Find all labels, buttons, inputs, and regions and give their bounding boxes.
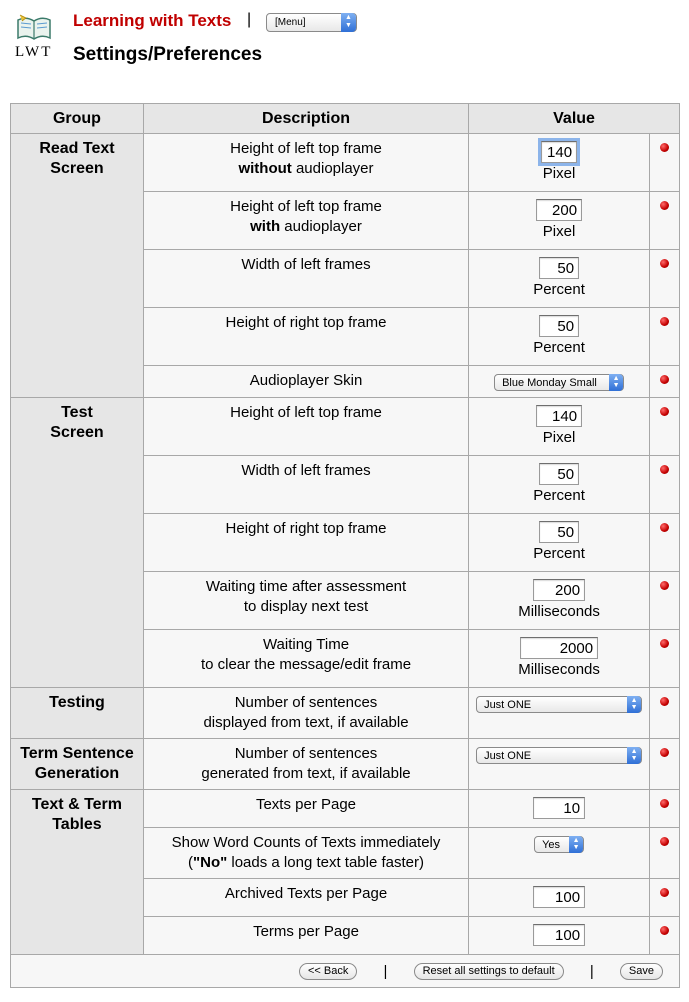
assessment-wait-input[interactable]: 200: [533, 579, 585, 601]
status-cell: [650, 366, 680, 398]
generated-sentences-select[interactable]: Just ONE ▲ ▼: [476, 747, 642, 764]
table-row: [11, 134, 680, 192]
unit-label: Percent: [533, 487, 585, 504]
status-cell: [650, 572, 680, 630]
setting-value: [469, 250, 650, 308]
status-cell: [650, 879, 680, 917]
setting-value: [469, 790, 650, 828]
red-dot-icon: [660, 837, 669, 846]
setting-value: [469, 514, 650, 572]
setting-description: Show Word Counts of Texts immediately ("No" loads a long text table faster): [143, 828, 468, 879]
group-test-screen: Test Screen: [11, 398, 144, 688]
setting-value: [469, 879, 650, 917]
red-dot-icon: [660, 799, 669, 808]
chevron-updown-icon: ▲ ▼: [627, 747, 641, 764]
setting-description: Height of right top frame: [143, 514, 468, 572]
app-title[interactable]: Learning with Texts: [73, 11, 232, 30]
setting-value: [469, 739, 650, 790]
chevron-updown-icon: ▲ ▼: [569, 836, 583, 853]
footer-separator: |: [383, 962, 388, 980]
chevron-updown-icon: ▲ ▼: [627, 696, 641, 713]
red-dot-icon: [660, 317, 669, 326]
setting-value: [469, 134, 650, 192]
unit-label: Percent: [533, 281, 585, 298]
save-button[interactable]: Save: [620, 963, 663, 980]
logo-text: LWT: [15, 44, 53, 60]
table-row: [11, 688, 680, 739]
red-dot-icon: [660, 581, 669, 590]
setting-description: Height of right top frame: [143, 308, 468, 366]
setting-value: [469, 630, 650, 688]
reset-defaults-button[interactable]: Reset all settings to default: [414, 963, 564, 980]
setting-description: Waiting Time to clear the message/edit frame: [143, 630, 468, 688]
status-cell: [650, 630, 680, 688]
footer-row: [11, 955, 680, 988]
unit-label: Pixel: [542, 165, 576, 182]
menu-select[interactable]: [266, 13, 357, 32]
lwt-logo: [10, 12, 60, 62]
chevron-updown-icon: ▲ ▼: [341, 13, 356, 32]
menu-select-value: [Menu]: [275, 17, 306, 28]
red-dot-icon: [660, 748, 669, 757]
group-testing: Testing: [11, 688, 144, 739]
setting-value: [469, 192, 650, 250]
status-cell: [650, 790, 680, 828]
red-dot-icon: [660, 697, 669, 706]
test-left-frame-height-input[interactable]: 140: [536, 405, 582, 427]
left-frame-height-audio-input[interactable]: 200: [536, 199, 582, 221]
setting-value: [469, 828, 650, 879]
page-title: Settings/Preferences: [73, 44, 263, 65]
red-dot-icon: [660, 407, 669, 416]
footer-separator: |: [589, 962, 594, 980]
audioplayer-skin-select[interactable]: Blue Monday Small ▲ ▼: [494, 374, 624, 391]
status-cell: [650, 308, 680, 366]
status-cell: [650, 828, 680, 879]
left-frames-width-input[interactable]: 50: [539, 257, 579, 279]
red-dot-icon: [660, 639, 669, 648]
chevron-updown-icon: ▲ ▼: [609, 374, 623, 391]
red-dot-icon: [660, 259, 669, 268]
setting-value: [469, 366, 650, 398]
table-row: [11, 739, 680, 790]
status-cell: [650, 134, 680, 192]
status-cell: [650, 398, 680, 456]
unit-label: Pixel: [542, 223, 576, 240]
red-dot-icon: [660, 143, 669, 152]
setting-description: Height of left top frame: [143, 398, 468, 456]
table-row: [11, 790, 680, 828]
test-right-frame-height-input[interactable]: 50: [539, 521, 579, 543]
setting-description: Waiting time after assessment to display next test: [143, 572, 468, 630]
unit-label: Percent: [533, 339, 585, 356]
right-frame-height-input[interactable]: 50: [539, 315, 579, 337]
group-read-text-screen: Read Text Screen: [11, 134, 144, 398]
unit-label: Pixel: [542, 429, 576, 446]
setting-description: Audioplayer Skin: [143, 366, 468, 398]
setting-value: [469, 456, 650, 514]
red-dot-icon: [660, 888, 669, 897]
setting-value: [469, 398, 650, 456]
back-button[interactable]: << Back: [299, 963, 357, 980]
word-counts-select[interactable]: Yes ▲ ▼: [534, 836, 584, 853]
setting-description: Number of sentences generated from text, if available: [143, 739, 468, 790]
archived-texts-per-page-input[interactable]: 100: [533, 886, 585, 908]
red-dot-icon: [660, 375, 669, 384]
group-text-term-tables: Text & Term Tables: [11, 790, 144, 955]
unit-label: Milliseconds: [518, 661, 600, 678]
setting-value: [469, 572, 650, 630]
status-cell: [650, 739, 680, 790]
status-cell: [650, 250, 680, 308]
status-cell: [650, 456, 680, 514]
status-cell: [650, 688, 680, 739]
test-sentences-select[interactable]: Just ONE ▲ ▼: [476, 696, 642, 713]
red-dot-icon: [660, 926, 669, 935]
setting-description: Width of left frames: [143, 250, 468, 308]
setting-description: Terms per Page: [143, 917, 468, 955]
status-cell: [650, 917, 680, 955]
header-separator: |: [247, 11, 252, 28]
table-row: [11, 398, 680, 456]
setting-description: Width of left frames: [143, 456, 468, 514]
setting-value: [469, 308, 650, 366]
status-cell: [650, 192, 680, 250]
setting-description: Height of left top frame without audioplayer: [143, 134, 468, 192]
unit-label: Percent: [533, 545, 585, 562]
footer-actions: [11, 955, 680, 988]
terms-per-page-input[interactable]: 100: [533, 924, 585, 946]
setting-description: Number of sentences displayed from text, if available: [143, 688, 468, 739]
status-cell: [650, 514, 680, 572]
setting-value: [469, 917, 650, 955]
unit-label: Milliseconds: [518, 603, 600, 620]
red-dot-icon: [660, 201, 669, 210]
setting-value: [469, 688, 650, 739]
left-frame-height-input[interactable]: 140: [541, 141, 577, 163]
setting-description: Height of left top frame with audioplayer: [143, 192, 468, 250]
test-left-frames-width-input[interactable]: 50: [539, 463, 579, 485]
message-clear-wait-input[interactable]: 2000: [520, 637, 598, 659]
column-header-description: Description: [143, 104, 468, 134]
red-dot-icon: [660, 465, 669, 474]
red-dot-icon: [660, 523, 669, 532]
settings-table: [10, 103, 680, 988]
setting-description: Texts per Page: [143, 790, 468, 828]
book-icon: [14, 12, 54, 44]
setting-description: Archived Texts per Page: [143, 879, 468, 917]
table-header-row: [11, 104, 680, 134]
group-term-sentence-generation: Term Sentence Generation: [11, 739, 144, 790]
column-header-group: Group: [11, 104, 144, 134]
texts-per-page-input[interactable]: 10: [533, 797, 585, 819]
column-header-value: Value: [469, 104, 680, 134]
